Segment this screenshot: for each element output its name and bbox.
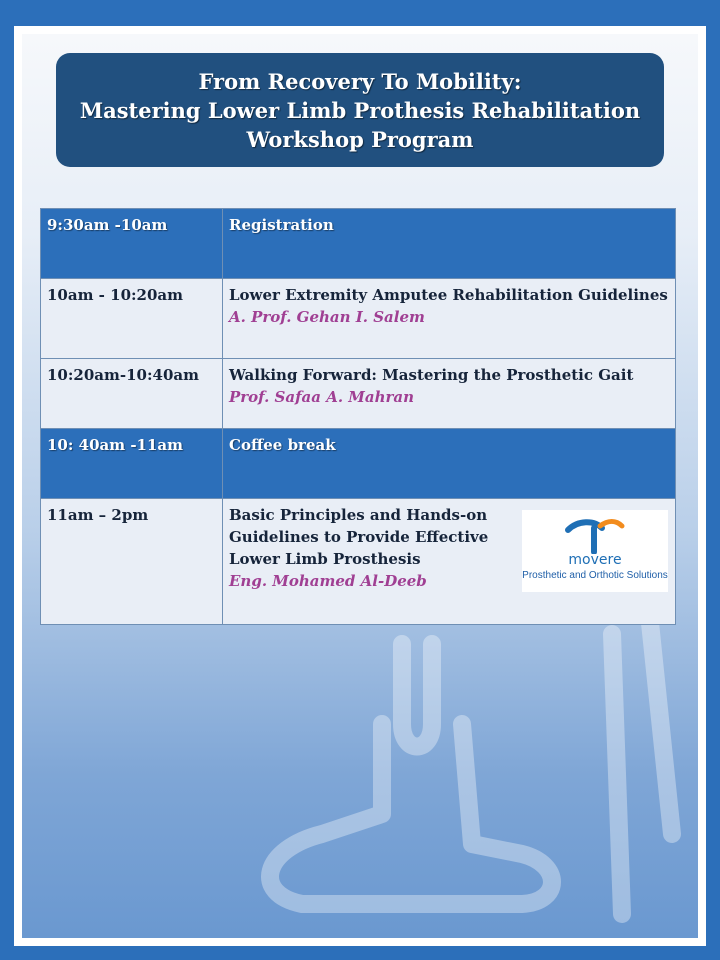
time-cell: 9:30am -10am bbox=[41, 209, 223, 279]
session-cell: Coffee break bbox=[223, 429, 676, 499]
session-title-line: Basic Principles and Hands-on bbox=[229, 506, 488, 524]
time-cell: 10am - 10:20am bbox=[41, 279, 223, 359]
time-cell: 11am – 2pm bbox=[41, 499, 223, 625]
session-cell bbox=[223, 359, 676, 429]
session-cell bbox=[223, 279, 676, 359]
outer-frame bbox=[14, 26, 706, 946]
table-row-session-2 bbox=[41, 359, 676, 429]
session-title-line: Guidelines to Provide Effective bbox=[229, 528, 489, 546]
logo-name: movere bbox=[568, 552, 622, 568]
speaker-name: Prof. Safaa A. Mahran bbox=[229, 388, 415, 406]
table-row-session-1 bbox=[41, 279, 676, 359]
movere-logo bbox=[522, 510, 668, 592]
title-line-3: Workshop Program bbox=[246, 127, 474, 152]
time-cell: 10: 40am -11am bbox=[41, 429, 223, 499]
session-title: Walking Forward: Mastering the Prosthetic Gait bbox=[229, 366, 634, 384]
logo-tagline: Prosthetic and Orthotic Solutions bbox=[522, 570, 668, 581]
speaker-name: A. Prof. Gehan I. Salem bbox=[229, 308, 425, 326]
title-line-2: Mastering Lower Limb Prothesis Rehabilitation bbox=[79, 98, 641, 123]
movere-logo-icon bbox=[564, 518, 626, 554]
table-row-registration bbox=[41, 209, 676, 279]
session-title: Lower Extremity Amputee Rehabilitation Guidelines bbox=[229, 286, 668, 304]
poster-background bbox=[22, 34, 698, 938]
session-cell: Registration bbox=[223, 209, 676, 279]
title-banner bbox=[56, 53, 664, 167]
time-cell: 10:20am-10:40am bbox=[41, 359, 223, 429]
title-line-1: From Recovery To Mobility: bbox=[198, 69, 522, 94]
table-row-coffee-break bbox=[41, 429, 676, 499]
speaker-name: Eng. Mohamed Al-Deeb bbox=[229, 572, 427, 590]
session-title-line: Lower Limb Prosthesis bbox=[229, 550, 421, 568]
